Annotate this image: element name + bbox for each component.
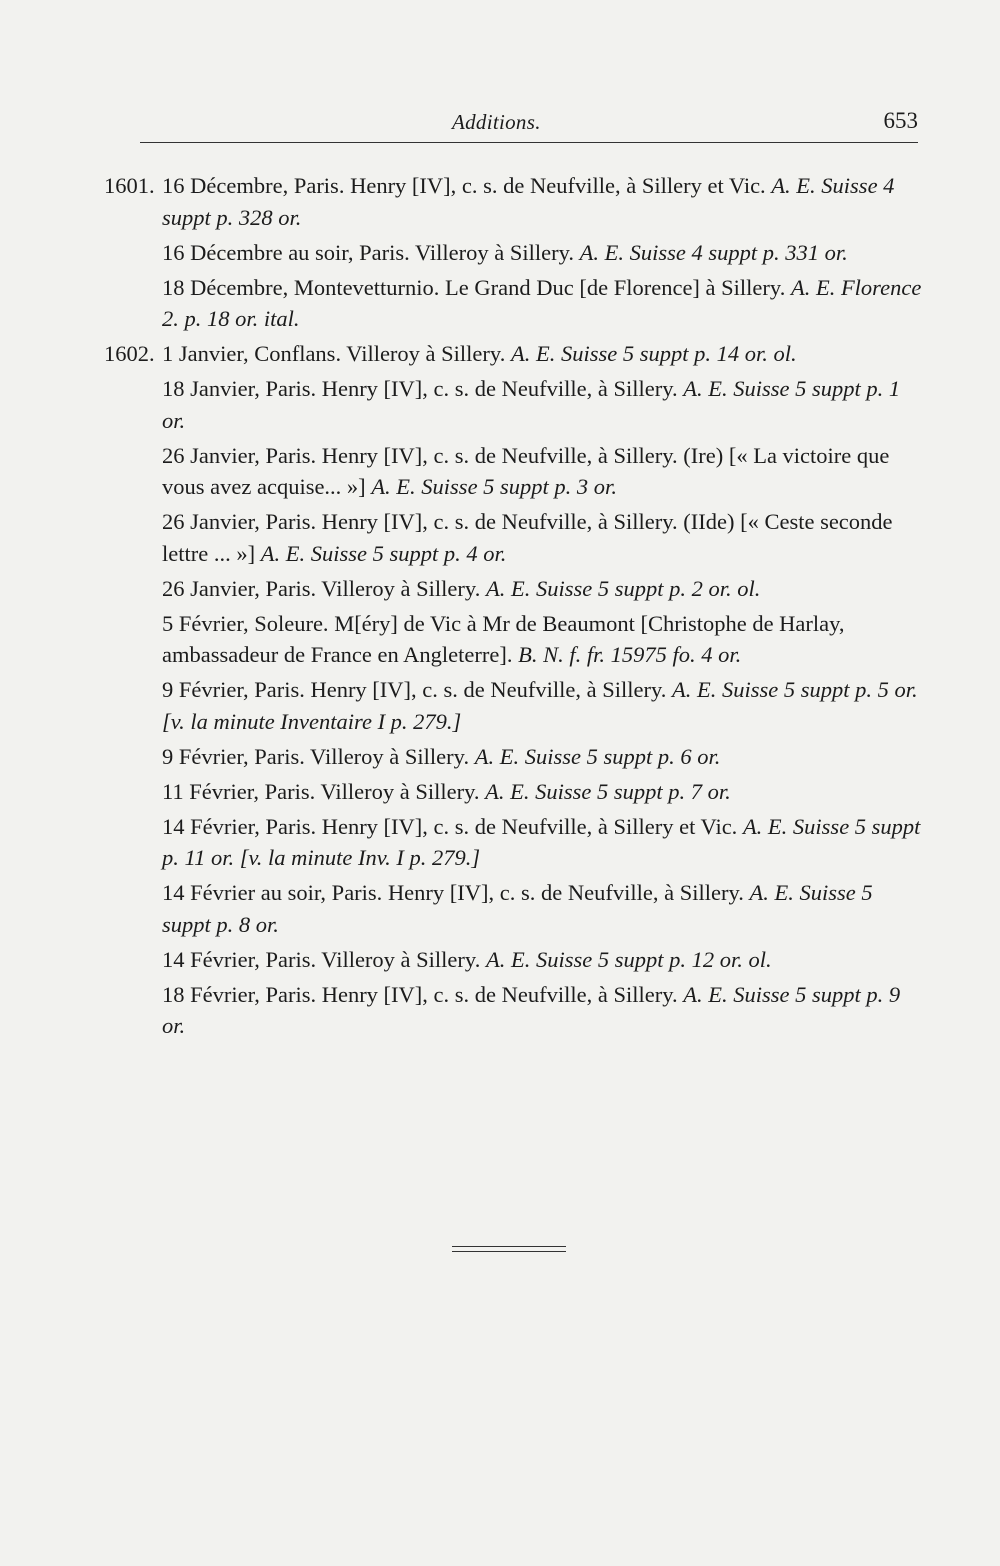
entry-item xyxy=(0,440,925,503)
entry-text: Villeroy à Sillery. xyxy=(346,341,506,366)
entry-reference: A. E. Suisse 5 suppt p. 4 or. xyxy=(260,540,507,566)
entry-year: 1601. xyxy=(104,173,155,198)
entry-text: Henry [IV], c. s. de Neufville, à Sillery. (IIde) [« Ceste seconde lettre ... »] xyxy=(162,509,893,566)
entry-item xyxy=(0,338,925,370)
closing-rule-top xyxy=(452,1246,566,1247)
entry-text: Villeroy à Sillery. xyxy=(320,778,480,804)
entry-date: 16 Décembre, Paris. xyxy=(162,173,345,198)
entry-item xyxy=(0,237,925,269)
entry-reference: A. E. Suisse 5 suppt p. 2 or. ol. xyxy=(485,575,761,601)
entry-reference: A. E. Suisse 4 suppt p. 331 or. xyxy=(579,239,848,265)
entry-reference: A. E. Suisse 4 suppt p. 328 or. xyxy=(162,173,895,230)
entry-text: Henry [IV], c. s. de Neufville, à Sillery. xyxy=(321,981,678,1007)
entry-reference: A. E. Suisse 5 suppt p. 7 or. xyxy=(485,778,731,804)
entry-item xyxy=(0,741,925,773)
entry-date: 5 Février, Soleure. xyxy=(162,610,329,636)
entry-text: Villeroy à Sillery. xyxy=(321,946,481,972)
entry-date: 14 Février au soir, Paris. xyxy=(162,880,383,905)
entry-text: Villeroy à Sillery. xyxy=(321,575,481,601)
running-title: Additions. xyxy=(452,110,541,134)
closing-rule-bottom xyxy=(452,1251,566,1252)
entry-item xyxy=(0,811,925,874)
entry-text: Villeroy à Sillery. xyxy=(415,239,575,265)
entry-item xyxy=(0,506,925,569)
entry-text: Villeroy à Sillery. xyxy=(310,743,470,769)
entry-date: 9 Février, Paris. xyxy=(162,743,305,769)
entry-date: 18 Février, Paris. xyxy=(162,981,317,1007)
entry-date: 9 Février, Paris. xyxy=(162,677,305,702)
entry-date: 26 Janvier, Paris. xyxy=(162,509,317,534)
entry-text: Henry [IV], c. s. de Neufville, à Sillery. (Ire) [« La victoire que vous avez acquise... »] xyxy=(162,442,890,499)
entry-item xyxy=(0,373,925,436)
entry-reference: A. E. Suisse 5 suppt p. 8 or. xyxy=(162,880,873,937)
entry-reference: A. E. Suisse 5 suppt p. 12 or. ol. xyxy=(485,946,772,972)
entry-text: Henry [IV], c. s. de Neufville, à Sillery et Vic. xyxy=(350,173,766,198)
entry-item xyxy=(0,674,925,737)
page-header xyxy=(140,108,918,142)
entry-item xyxy=(0,944,925,976)
entry-text: Henry [IV], c. s. de Neufville, à Sillery. xyxy=(310,677,667,702)
entry-date: 26 Janvier, Paris. xyxy=(162,442,317,468)
entry-date: 18 Décembre, Montevetturnio. xyxy=(162,274,440,300)
entry-date: 18 Janvier, Paris. xyxy=(162,376,317,401)
entry-date: 11 Février, Paris. xyxy=(162,778,316,804)
entry-item xyxy=(0,776,925,808)
entry-date: 14 Février, Paris. xyxy=(162,946,317,972)
entry-reference: A. E. Suisse 5 suppt p. 5 or. [v. la minute Inventaire I p. 279.] xyxy=(162,677,918,734)
entry-date: 14 Février, Paris. xyxy=(162,813,317,839)
header-rule xyxy=(140,142,918,143)
entry-item xyxy=(0,170,925,233)
entry-text: Henry [IV], c. s. de Neufville, à Sillery. xyxy=(321,376,678,401)
entry-reference: A. E. Suisse 5 suppt p. 6 or. xyxy=(474,743,721,769)
entry-reference: A. E. Suisse 5 suppt p. 9 or. xyxy=(162,981,901,1038)
entry-text: M[éry] de Vic à Mr de Beaumont [Christophe de Harlay, ambassadeur de France en Angleterre]. xyxy=(162,610,845,667)
entry-text: Henry [IV], c. s. de Neufville, à Sillery. xyxy=(387,880,744,905)
page-number: 653 xyxy=(883,108,918,133)
entry-reference: A. E. Florence 2. p. 18 or. ital. xyxy=(162,274,922,331)
entry-date: 16 Décembre au soir, Paris. xyxy=(162,239,410,265)
entry-reference: A. E. Suisse 5 suppt p. 1 or. xyxy=(162,376,901,433)
entry-year: 1602. xyxy=(104,341,155,366)
entries-list xyxy=(0,170,1000,1045)
entry-date: 1 Janvier, Conflans. xyxy=(162,341,342,366)
entry-item xyxy=(0,608,925,671)
entry-item xyxy=(0,573,925,605)
entry-reference: A. E. Suisse 5 suppt p. 11 or. [v. la minute Inv. I p. 279.] xyxy=(162,813,921,870)
entry-reference: A. E. Suisse 5 suppt p. 3 or. xyxy=(371,474,617,499)
entry-item xyxy=(0,877,925,940)
entry-date: 26 Janvier, Paris. xyxy=(162,575,317,601)
entry-reference: A. E. Suisse 5 suppt p. 14 or. ol. xyxy=(510,341,797,366)
entry-item xyxy=(0,979,925,1042)
entry-text: Henry [IV], c. s. de Neufville, à Sillery et Vic. xyxy=(321,813,738,839)
entry-reference: B. N. f. fr. 15975 fo. 4 or. xyxy=(518,642,742,667)
entry-text: Le Grand Duc [de Florence] à Sillery. xyxy=(445,274,786,300)
entry-item xyxy=(0,272,925,335)
